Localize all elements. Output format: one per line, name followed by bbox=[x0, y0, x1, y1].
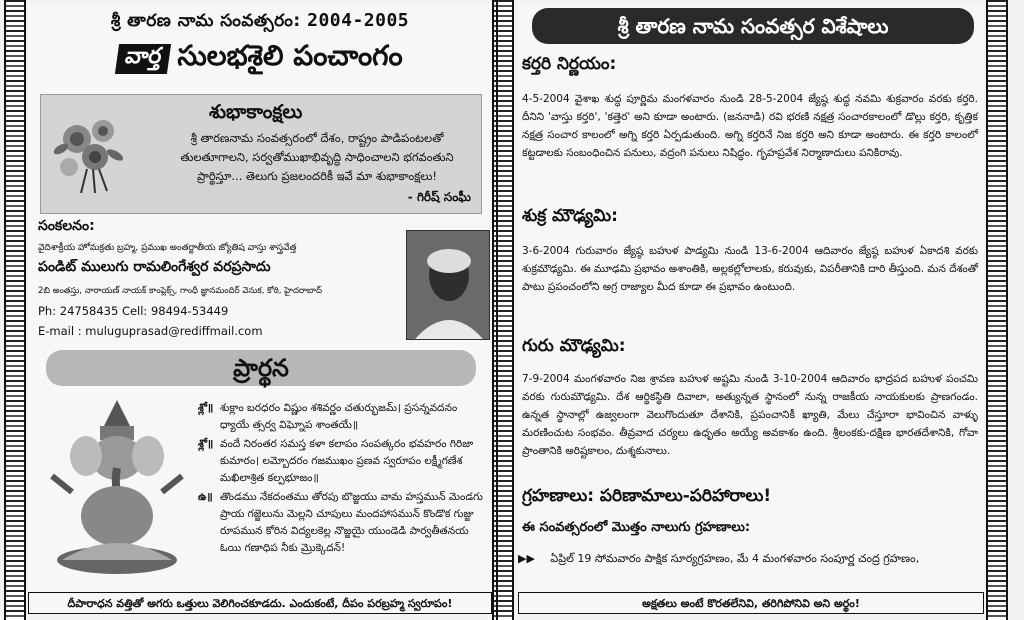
eclipse-item-text: ఏప్రిల్ 19 సోమవారం పాక్షిక సూర్యగ్రహణం, మే 4 మంగళవారం సంపూర్ణ చంద్ర గ్రహణం, bbox=[550, 552, 920, 565]
right-header bbox=[532, 8, 974, 44]
year-header-label: శ్రీ తారణ నామ సంవత్సరం: bbox=[110, 11, 301, 31]
left-decorative-border bbox=[4, 0, 26, 620]
compiler-title: సంకలనం: bbox=[38, 218, 95, 234]
verse-mark: శ్లో॥ bbox=[198, 438, 214, 450]
left-page bbox=[28, 4, 492, 614]
year-header bbox=[28, 10, 492, 35]
flower-bouquet-image bbox=[47, 109, 133, 195]
greeting-text: శ్రీ తారణనామ సంవత్సరంలో దేశం, రాష్ట్రం పాడిపంటలతో తులతూగాలని, సర్వతోముఖాభివృద్ధి సాధించాలని భగవంతుని ప్రార్థిస్తూ... తెలుగు ప్రజలందరికీ ఇవే మా శుభాకాంక్షలు! bbox=[180, 131, 454, 183]
compiler-email: E-mail : muluguprasad@rediffmail.com bbox=[38, 324, 263, 338]
compiler-phone: Ph: 24758435 Cell: 98494-53449 bbox=[38, 304, 229, 318]
section-title-guru: గురు మౌఢ్యమి: bbox=[522, 336, 626, 356]
eclipse-intro: ఈ సంవత్సరంలో మొత్తం నాలుగు గ్రహణాలు: bbox=[522, 520, 751, 535]
compiler-photo bbox=[406, 230, 490, 340]
right-header-title: శ్రీ తారణ నామ సంవత్సర విశేషాలు bbox=[617, 14, 889, 38]
section-text-guru: 7-9-2004 మంగళవారం నిజ శ్రావణ బహుళ అష్టమి నుండి 3-10-2004 ఆదివారం భాద్రపద బహుళ పంచమి వరకు గురుమౌఢ్యమి. దేశ ఆర్థికస్థితి దివాలా, అత్యున్నత స్థానంలో నున్న రాజకీయ నాయకులకు ప్రాణగండం. ఉన్నత స్థానాల్లో ఉజ్వలంగా వెలుగొందుతూ దేశానికి, ప్రపంచానికీ ఖ్యాతి, మేలు చేస్తూరా భావించిన వాళ్ళు మరణించుట సంభవం. తీవ్రవాద చర్యలు ఉధృతం అయ్యే అవకాశం ఉంది. శ్రీలంకకు-దక్షిణ భారతదేశానికి, గోవా ప్రాంతానికి అరిష్టకాలం, దుశ్శకునాలు. bbox=[522, 373, 978, 457]
eclipse-item bbox=[518, 552, 984, 568]
section-text-kartari: 4-5-2004 వైశాఖ శుద్ధ పూర్ణిమ మంగళవారం నుండి 28-5-2004 జ్యేష్ఠ శుద్ధ నవమి శుక్రవారం వరకు కర్తరి. దీనిని 'వాస్తు కర్తరి', 'కత్తెర' అని కూడా అంటారు. (జననాడి) రవి భరణి నక్షత్ర సంచారకాలంలో డొల్లు కర్తరి, కృత్తిక నక్షత్ర సంచార కాలంలో అగ్ని కర్తరి ఏర్పడుతుంది. అగ్ని కర్తరినే నిజ కర్తరి అని కూడా అంటారు. ఈ కర్తరి కాలంలో కట్టడాలకు సంబంధించిన పనులు, వద్రంగి పనులు నిషిద్ధం. గృహప్రవేశ నిర్మాణాదులు పనికిరావు. bbox=[522, 93, 978, 159]
compiler-address: 2బి అంతస్తు, నారాయణ్ నాయక్ కాంప్లెక్స్, గాంధీ జ్ఞానమందిర్ వెనుక, కోఠి, హైదరాబాద్ bbox=[38, 286, 323, 296]
year-range: 2004-2005 bbox=[307, 10, 410, 31]
prayer-verses bbox=[198, 400, 488, 559]
greeting-title: శుభాకాంక్షలు bbox=[209, 101, 303, 123]
compiler-name: పండిట్ ములుగు రామలింగేశ్వర వరప్రసాదు bbox=[38, 259, 271, 275]
eclipse-title: గ్రహణాలు: పరిణామాలు-పరిహారాలు! bbox=[522, 486, 772, 506]
verse-2 bbox=[198, 436, 488, 487]
prayer-header bbox=[46, 350, 476, 386]
verse-mark: శ్లో॥ bbox=[198, 402, 214, 414]
left-footer-note: దీపారాధన వత్తితో అగరు ఒత్తులు వెలిగించకూడదు. ఎందుకంటే, దీపం పరబ్రహ్మ స్వరూపం! bbox=[28, 592, 492, 614]
center-decorative-border-right bbox=[496, 0, 514, 620]
right-decorative-border bbox=[986, 0, 1008, 620]
section-text-shukra: 3-6-2004 గురువారం జ్యేష్ఠ బహుళ పాడ్యమి నుండి 13-6-2004 ఆదివారం జ్యేష్ఠ బహుళ ఏకాదశి వరకు శుక్రమౌఢ్యమి. ఈ మూఢమి ప్రభావం అశాంతికి, అల్లకల్లోలాలకు, కరువుకు, విపరీతానికి దారి తీస్తుంది. మన దేశంతో పాటు ప్రపంచంలోని అగ్ర రాజ్యాల మీద కూడా ఈ ప్రభావం ఉంటుంది. bbox=[522, 245, 978, 293]
vaartha-badge: వార్త bbox=[115, 44, 171, 74]
compiler-role: వైదిశాక్రీయ హోమక్రతు బ్రహ్మ, ప్రముఖ అంతర్జాతీయ జ్యోతిష వాస్తు శాస్త్రవేత్త bbox=[38, 243, 297, 253]
verse-3 bbox=[198, 489, 488, 557]
right-page bbox=[518, 4, 984, 614]
double-arrow-icon: ▶▶ bbox=[518, 552, 535, 565]
section-title-shukra: శుక్ర మౌఢ్యమి: bbox=[522, 206, 618, 226]
compiler-section bbox=[38, 218, 398, 338]
section-title-kartari: కర్తరి నిర్ణయం: bbox=[522, 54, 617, 74]
title-row bbox=[28, 39, 492, 79]
page-title: సులభశైలి పంచాంగం bbox=[177, 39, 403, 72]
verse-text: తొండము నేకదంతము తోరపు బొజ్జయు వామ హస్తమున్ మెండగు ప్రాయ గజ్జెలును మెల్లని చూపులు మందహాసమున్ కొండొక గుజ్జు రూపమున కోరిన విద్యలకెల్ల నొజ్జయై యుండెడి పార్వతీతనయ ఓయి గణాధిప నీకు మ్రొక్కెదన్! bbox=[220, 491, 483, 554]
right-footer-note: అక్షతలు అంటే కొరతలేనివి, తరిగిపోనివి అని అర్థం! bbox=[518, 592, 984, 614]
greeting-box bbox=[40, 94, 482, 214]
verse-mark: ఉ॥ bbox=[198, 491, 213, 503]
prayer-title: ప్రార్థన bbox=[233, 354, 289, 382]
verse-1 bbox=[198, 400, 488, 434]
verse-text: వందే నిరంతర సమస్త కళా కలాపం సంపత్కరం భవహరం గిరిజా కుమారం। లమ్బోదరం గజముఖం ప్రణవ స్వరూపం లక్ష్మీగణేశ మఖిలాశ్రిత కల్పభూజం॥ bbox=[220, 438, 474, 484]
greeting-signature: - గిరీష్ సంఘీ bbox=[407, 190, 471, 204]
verse-text: శుక్లాం బరధరం విష్ణుం శశివర్ణం చతుర్భుజమ్। ప్రసన్నవదనం ధ్యాయే త్సర్వ విఘ్నోప శాంతయే॥ bbox=[220, 402, 458, 431]
ganesha-image bbox=[42, 396, 192, 578]
